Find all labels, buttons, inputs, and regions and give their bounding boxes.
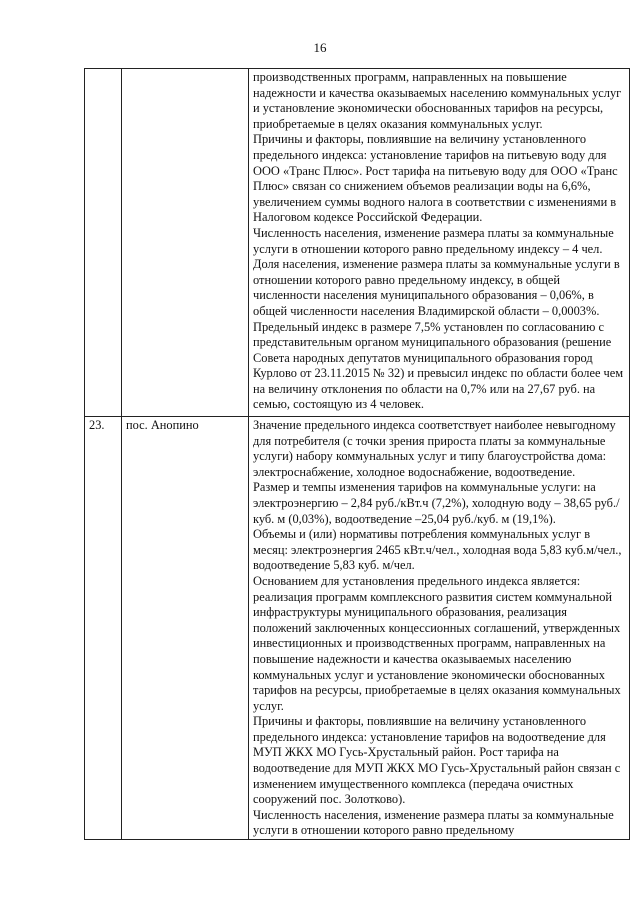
paragraph: производственных программ, направленных на повышение надежности и качества оказываемых населению коммунальных услуг и установление экономически обоснованных тарифов на ресурсы, приобретаемые в целях оказания коммунальных услуг. (253, 70, 622, 131)
page-number: 16 (313, 40, 327, 55)
paragraph: Доля населения, изменение размера платы за коммунальные услуги в отношении которого равно предельному индексу, в общей численности населения муниципального образования – 0,06%, в общей численности населения Владимирской области – 0,0003%. (253, 257, 620, 318)
paragraph: Объемы и (или) нормативы потребления коммунальных услуг в месяц: электроэнергия 2465 кВт.ч/чел., холодная вода 5,83 куб.м/чел., водоотведение 5,83 куб. м/чел. (253, 527, 622, 573)
table-row (85, 69, 630, 417)
municipality-name: пос. Анопино (122, 417, 249, 840)
row-number (85, 69, 122, 417)
paragraph: Численность населения, изменение размера платы за коммунальные услуги в отношении которого равно предельному индексу – 4 чел. (253, 225, 614, 256)
paragraph: Размер и темпы изменения тарифов на коммунальные услуги: на электроэнергию – 2,84 руб./кВт.ч (7,2%), холодную воду – 38,65 руб./куб. м (0,03%), водоотведение –25,04 руб./куб. м (19,1%). (253, 480, 620, 526)
row-number: 23. (85, 417, 122, 840)
paragraph: Численность населения, изменение размера платы за коммунальные услуги в отношении которого равно предельному (253, 807, 614, 838)
municipal-index-table (84, 68, 630, 840)
paragraph: Предельный индекс в размере 7,5% установлен по согласованию с представительным органом муниципального образования (решение Совета народных депутатов муниципального образования город Курлово от 23.11.2015 № 32) и превысил индекс по области более чем на величину отклонения по области на 0,7% или на 27,67 руб. на семью, состоящую из 4 человек. (253, 319, 624, 412)
description-cell (249, 69, 630, 417)
description-cell (249, 417, 630, 840)
paragraph: Основанием для установления предельного индекса является: реализация программ комплексного развития систем коммунальной инфраструктуры муниципального образования, реализация положений заключенных концессионных соглашений, утвержденных инвестиционных и производственных программ, направленных на повышение надежности и качества оказываемых населению коммунальных услуг и установление экономически обоснованных тарифов на ресурсы, приобретаемые в целях оказания коммунальных услуг. (253, 573, 621, 713)
paragraph: Причины и факторы, повлиявшие на величину установленного предельного индекса: установление тарифов на водоотведение для МУП ЖКХ МО Гусь-Хрустальный район. Рост тарифа на водоотведение для МУП ЖКХ МО Гусь-Хрустальный район связан с изменением имущественного комплекса (передача очистных сооружений пос. Золотково). (253, 714, 621, 807)
paragraph: Значение предельного индекса соответствует наиболее невыгодному для потребителя (с точки зрения прироста платы за коммунальные услуги) набору коммунальных услуг и типу благоустройства дома: электроснабжение, холодное водоснабжение, водоотведение. (253, 418, 616, 479)
table-row (85, 417, 630, 840)
paragraph: Причины и факторы, повлиявшие на величину установленного предельного индекса: установление тарифов на питьевую воду для ООО «Транс Плюс». Рост тарифа на питьевую воду для ООО «Транс Плюс» связан со снижением объемов реализации воды на 6,6%, увеличением суммы водного налога в соответствии с изменениями в Налоговом кодексе Российской Федерации. (253, 132, 618, 225)
municipality-name (122, 69, 249, 417)
